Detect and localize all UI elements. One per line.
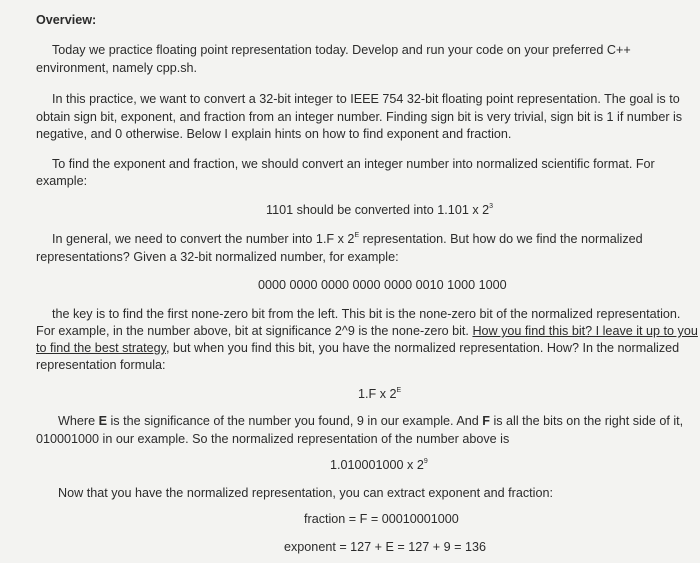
general-line-1 [52,230,643,248]
where-text-2: is the significance of the number you found, 9 in our example. And [107,414,483,428]
example-conversion [266,201,493,219]
key-line-4: representation formula: [36,358,166,372]
normalized-result-text: 1.010001000 x 2 [330,458,424,472]
normalized-formula-exponent: E [396,387,402,394]
hint-link-1[interactable]: How you find this bit? I leave it up to you [472,324,698,338]
normalized-formula-text: 1.F x 2 [358,387,397,401]
general-line-1-b: representation. But how do we find the normalized [359,232,643,246]
intro-line-2: environment, namely cpp.sh. [36,61,198,75]
key-line-3 [36,339,679,357]
hint-link-2[interactable]: to find the best strategy [36,341,166,355]
normalized-result [330,456,428,474]
general-line-1-exponent: E [354,232,360,239]
key-line-1: the key is to find the first none-zero bit from the left. This bit is the none-zero bit of the normalized representation. [52,307,681,321]
scientific-line-1: To find the exponent and fraction, we should convert an integer number into normalized scientific format. For [52,157,655,171]
general-line-1-a: In general, we need to convert the number into 1.F x 2 [52,232,355,246]
practice-line-2: obtain sign bit, exponent, and fraction from an integer number. Finding sign bit is very trivial, sign bit is 1 if number is [36,110,683,124]
general-line-2: representations? Given a 32-bit normalized number, for example: [36,250,399,264]
normalized-formula [358,385,401,403]
where-text-3: is all the bits on the right side of it, [489,414,684,428]
where-text-1: Where [58,414,99,428]
key-line-3-b: , but when you find this bit, you have the normalized representation. How? In the normalized [165,341,680,355]
where-E: E [98,414,107,428]
exponent-equation: exponent = 127 + E = 127 + 9 = 136 [284,540,487,554]
practice-line-3: negative, and 0 otherwise. Below I explain hints on how to find exponent and fraction. [36,127,512,141]
binary-example: 0000 0000 0000 0000 0000 0010 1000 1000 [258,278,507,292]
where-line-2: 010001000 in our example. So the normalized representation of the number above is [36,432,510,446]
where-F: F [482,414,490,428]
practice-line-1: In this practice, we want to convert a 32-bit integer to IEEE 754 32-bit floating point representation. The goal is to [52,92,680,106]
key-line-2-a: For example, in the number above, bit at significance 2^9 is the none-zero bit. [36,324,473,338]
intro-line-1: Today we practice floating point representation today. Develop and run your code on your preferred C++ [52,43,631,57]
example-conversion-exponent: 3 [489,203,494,210]
fraction-equation: fraction = F = 00010001000 [304,512,459,526]
normalized-result-exponent: 9 [423,458,428,465]
key-line-2 [36,322,698,340]
example-conversion-text: 1101 should be converted into 1.101 x 2 [266,203,490,217]
extract-line: Now that you have the normalized representation, you can extract exponent and fraction: [58,486,553,500]
overview-heading: Overview: [36,13,97,27]
where-line-1 [58,412,683,430]
scientific-line-2: example: [36,174,88,188]
